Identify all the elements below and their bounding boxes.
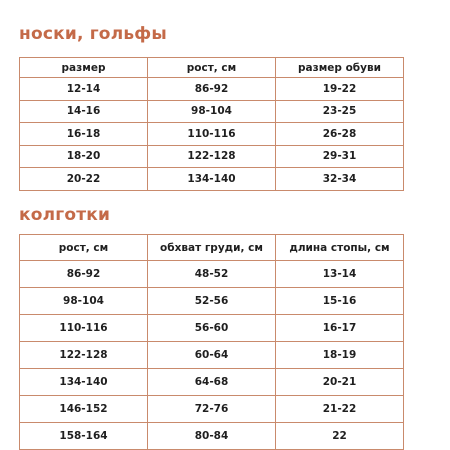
table-cell: 15-16: [276, 288, 404, 315]
table-cell: 110-116: [148, 123, 276, 146]
table-row: [20, 145, 404, 168]
socks-column-header: размер обуви: [276, 58, 404, 78]
table-cell: 86-92: [20, 261, 148, 288]
table-cell: 122-128: [148, 145, 276, 168]
table-cell: 21-22: [276, 396, 404, 423]
tights-column-header: обхват груди, см: [148, 235, 276, 261]
table-cell: 158-164: [20, 423, 148, 450]
table-cell: 16-17: [276, 315, 404, 342]
tights-header-row: [20, 235, 404, 261]
table-cell: 56-60: [148, 315, 276, 342]
table-row: [20, 168, 404, 191]
socks-column-header: рост, см: [148, 58, 276, 78]
table-cell: 86-92: [148, 78, 276, 101]
socks-size-table: [19, 57, 404, 191]
table-row: [20, 123, 404, 146]
table-cell: 48-52: [148, 261, 276, 288]
table-cell: 110-116: [20, 315, 148, 342]
table-cell: 32-34: [276, 168, 404, 191]
table-cell: 26-28: [276, 123, 404, 146]
table-cell: 14-16: [20, 100, 148, 123]
table-cell: 146-152: [20, 396, 148, 423]
table-row: [20, 78, 404, 101]
table-cell: 98-104: [20, 288, 148, 315]
table-row: [20, 315, 404, 342]
table-cell: 122-128: [20, 342, 148, 369]
table-row: [20, 396, 404, 423]
table-cell: 52-56: [148, 288, 276, 315]
table-cell: 23-25: [276, 100, 404, 123]
table-cell: 72-76: [148, 396, 276, 423]
table-cell: 18-20: [20, 145, 148, 168]
table-row: [20, 261, 404, 288]
tights-size-table: [19, 234, 404, 450]
table-row: [20, 423, 404, 450]
table-cell: 64-68: [148, 369, 276, 396]
tights-section-title: колготки: [19, 205, 111, 225]
socks-column-header: размер: [20, 58, 148, 78]
socks-section-title: носки, гольфы: [19, 24, 167, 44]
table-cell: 134-140: [148, 168, 276, 191]
tights-column-header: рост, см: [20, 235, 148, 261]
table-cell: 20-21: [276, 369, 404, 396]
table-cell: 29-31: [276, 145, 404, 168]
table-cell: 22: [276, 423, 404, 450]
table-cell: 20-22: [20, 168, 148, 191]
table-row: [20, 100, 404, 123]
table-cell: 19-22: [276, 78, 404, 101]
table-cell: 16-18: [20, 123, 148, 146]
table-row: [20, 369, 404, 396]
table-cell: 80-84: [148, 423, 276, 450]
table-cell: 134-140: [20, 369, 148, 396]
table-cell: 12-14: [20, 78, 148, 101]
table-cell: 98-104: [148, 100, 276, 123]
table-cell: 18-19: [276, 342, 404, 369]
table-row: [20, 288, 404, 315]
socks-header-row: [20, 58, 404, 78]
table-row: [20, 342, 404, 369]
table-cell: 60-64: [148, 342, 276, 369]
tights-column-header: длина стопы, см: [276, 235, 404, 261]
table-cell: 13-14: [276, 261, 404, 288]
